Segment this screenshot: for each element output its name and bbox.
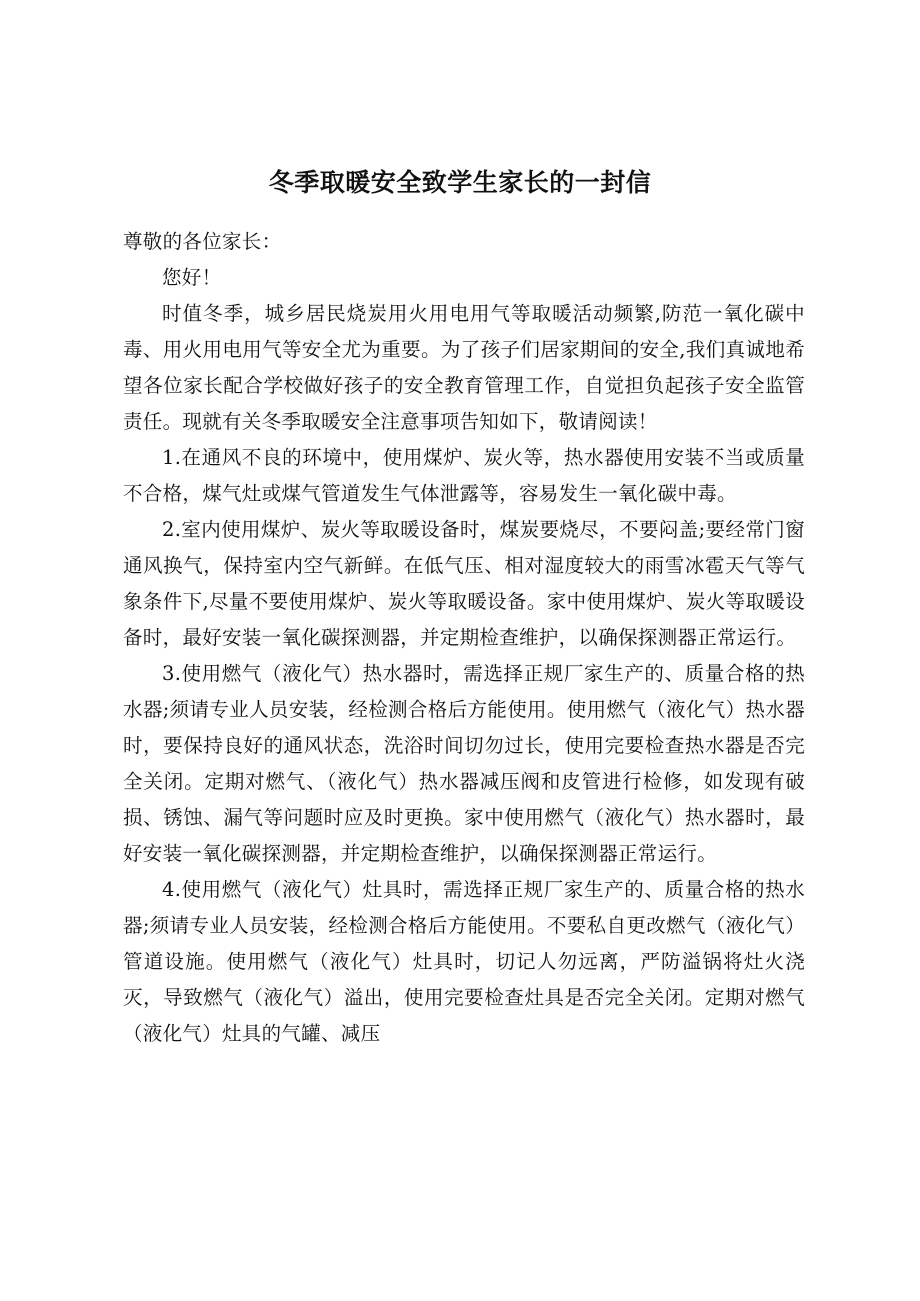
letter-body: [123, 224, 805, 1052]
item-paragraph-3: 3.使用燃气（液化气）热水器时，需选择正规厂家生产的、质量合格的热水器;须请专业人员安装，经检测合格后方能使用。使用燃气（液化气）热水器时，要保持良好的通风状态，洗浴时间切勿过长，使用完要检查热水器是否完全关闭。定期对燃气、（液化气）热水器减压阀和皮管进行检修，如发现有破损、锈蚀、漏气等问题时应及时更换。家中使用燃气（液化气）热水器时，最好安装一氧化碳探测器，并定期检查维护，以确保探测器正常运行。: [123, 662, 805, 865]
document-title: 冬季取暖安全致学生家长的一封信: [268, 168, 652, 197]
item-paragraph-1: 1.在通风不良的环境中，使用煤炉、炭火等，热水器使用安装不当或质量不合格，煤气灶或煤气管道发生气体泄露等，容易发生一氧化碳中毒。: [123, 446, 805, 505]
intro-paragraph: 时值冬季，城乡居民烧炭用火用电用气等取暖活动频繁,防范一氧化碳中毒、用火用电用气等安全尤为重要。为了孩子们居家期间的安全,我们真诚地希望各位家长配合学校做好孩子的安全教育管理工作，自觉担负起孩子安全监管责任。现就有关冬季取暖安全注意事项告知如下，敬请阅读！: [123, 302, 805, 433]
greeting: 您好！: [162, 266, 222, 289]
item-paragraph-2: 2.室内使用煤炉、炭火等取暖设备时，煤炭要烧尽，不要闷盖;要经常门窗通风换气，保持室内空气新鲜。在低气压、相对湿度较大的雨雪冰雹天气等气象条件下,尽量不要使用煤炉、炭火等取暖设备。家中使用煤炉、炭火等取暖设备时，最好安装一氧化碳探测器，并定期检查维护，以确保探测器正常运行。: [123, 518, 805, 649]
salutation: 尊敬的各位家长：: [123, 230, 282, 253]
item-paragraph-4: 4.使用燃气（液化气）灶具时，需选择正规厂家生产的、质量合格的热水器;须请专业人员安装，经检测合格后方能使用。不要私自更改燃气（液化气）管道设施。使用燃气（液化气）灶具时，切记人勿远离，严防溢锅将灶火浇灭，导致燃气（液化气）溢出，使用完要检查灶具是否完全关闭。定期对燃气（液化气）灶具的气罐、减压: [123, 878, 805, 1045]
